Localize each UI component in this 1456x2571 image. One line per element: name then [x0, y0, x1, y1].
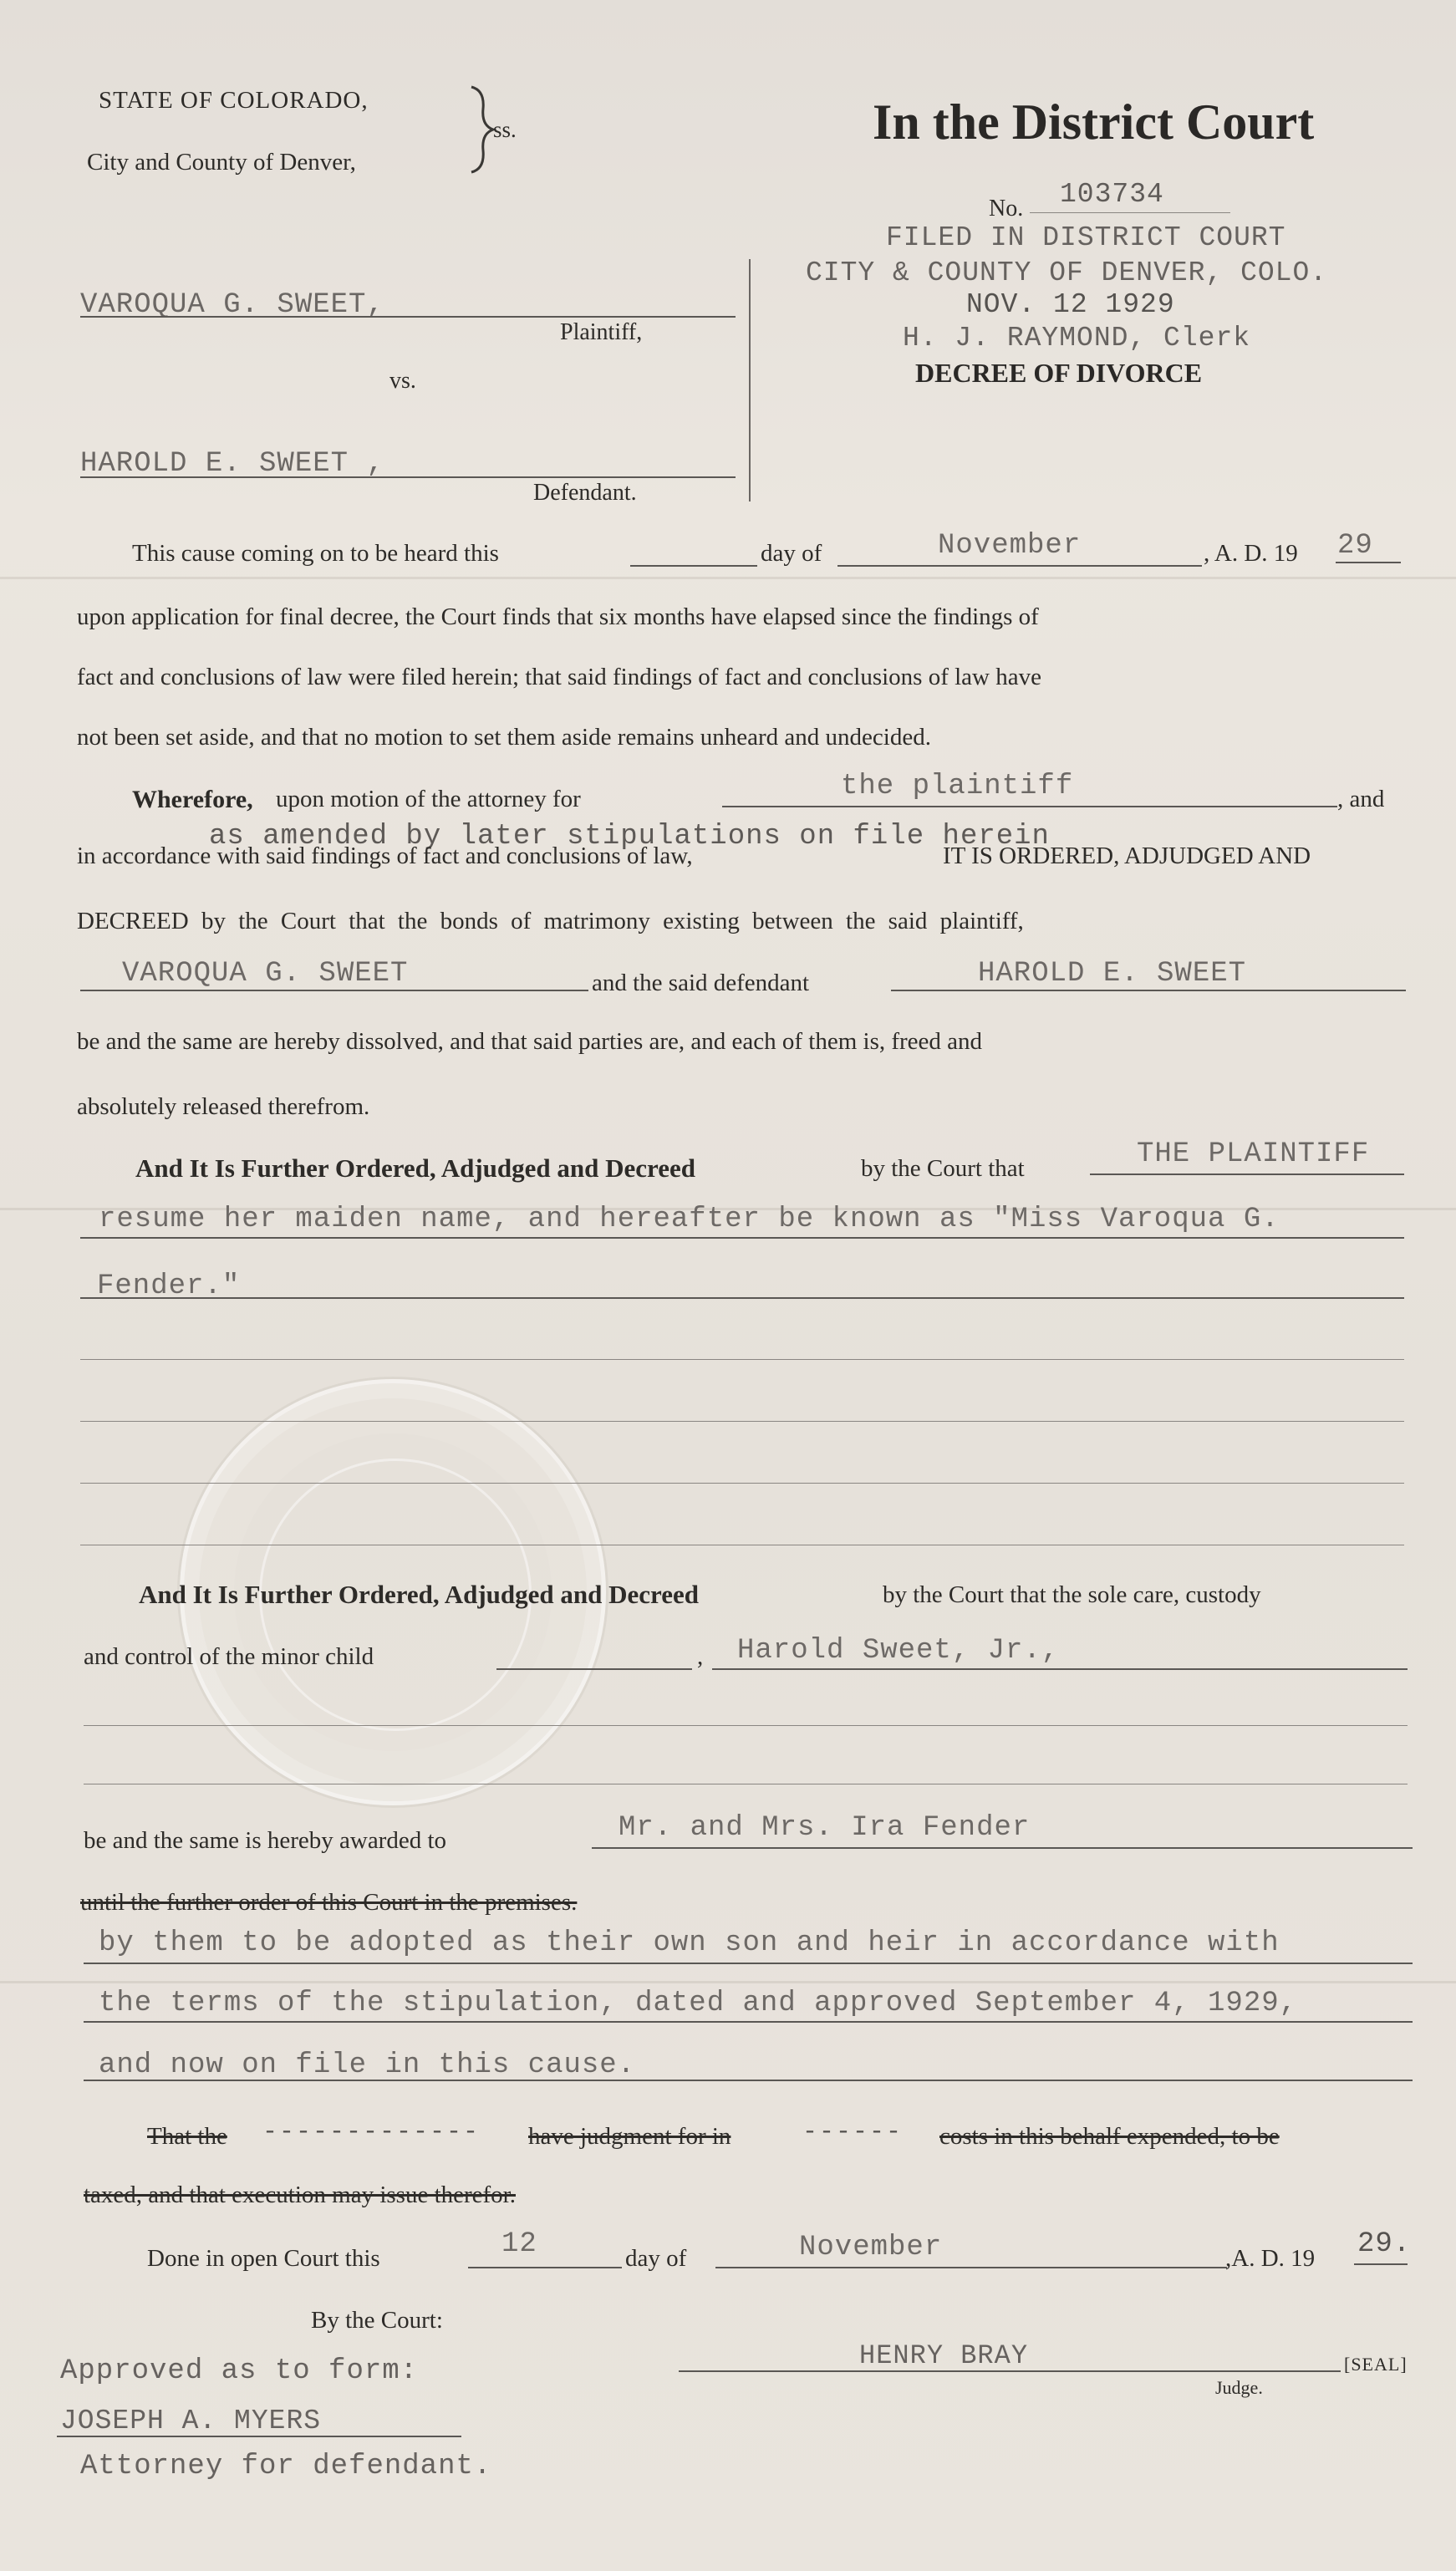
caption-divider [749, 259, 751, 501]
wherefore-heading: Wherefore, [132, 786, 253, 813]
ss-label: ss. [493, 117, 517, 142]
attorney-title: Attorney for defendant. [80, 2451, 492, 2482]
filed-stamp-line1: FILED IN DISTRICT COURT [886, 222, 1286, 253]
p5-awardee: Mr. and Mrs. Ira Fender [619, 1812, 1031, 1844]
p2-line2-b: IT IS ORDERED, ADJUDGED AND [943, 843, 1311, 869]
p1-text-c: , A. D. 19 [1204, 540, 1298, 567]
filed-stamp-clerk: H. J. RAYMOND, Clerk [903, 323, 1251, 354]
p4-child-line [712, 1668, 1408, 1670]
p3-line4 [80, 1359, 1404, 1360]
done-year-line [1354, 2263, 1408, 2265]
p5-struck-text: until the further order of this Court in the premises. [80, 1889, 578, 1916]
p4-child-blank [496, 1668, 692, 1670]
p3-line2 [80, 1237, 1404, 1239]
p3-heading: And It Is Further Ordered, Adjudged and Decreed [135, 1153, 695, 1183]
p4-child-name: Harold Sweet, Jr., [737, 1635, 1060, 1667]
p1-day-blank [630, 565, 757, 567]
p5-line3 [84, 2080, 1413, 2081]
p1-line3: fact and conclusions of law were filed herein; that said findings of fact and conclusions of law have [77, 664, 1041, 690]
approved-as-to-form: Approved as to form: [60, 2355, 419, 2387]
p2-attorney-line [722, 806, 1337, 807]
case-number: 103734 [1060, 179, 1164, 210]
p5-typed-line3: and now on file in this cause. [99, 2049, 636, 2081]
p1-text-b: day of [761, 540, 822, 567]
p4-text-a: by the Court that the sole care, custody [883, 1581, 1261, 1608]
p2-amended-insert: as amended by later stipulations on file herein [209, 821, 1050, 853]
plaintiff-name: VAROQUA G. SWEET, [80, 289, 384, 321]
p6-dashes-1: ------------- [262, 2118, 481, 2146]
p2-defendant-name: HAROLD E. SWEET [978, 958, 1247, 990]
plaintiff-line [80, 316, 736, 318]
done-month-line [715, 2267, 1227, 2268]
done-text-a: Done in open Court this [147, 2245, 380, 2272]
fold-line [0, 1981, 1456, 1983]
seal-label: [SEAL] [1344, 2354, 1408, 2375]
p6-struck-line2: taxed, and that execution may issue therefor. [84, 2182, 516, 2208]
p3-line5 [80, 1421, 1404, 1422]
done-year: 29. [1357, 2228, 1412, 2260]
p5-typed-line2: the terms of the stipulation, dated and approved September 4, 1929, [99, 1988, 1298, 2019]
p4-heading: And It Is Further Ordered, Adjudged and Decreed [139, 1580, 699, 1609]
defendant-name: HAROLD E. SWEET , [80, 448, 384, 480]
p3-line1 [1090, 1173, 1404, 1175]
judge-label: Judge. [1215, 2377, 1263, 2398]
state-label: STATE OF COLORADO, [99, 87, 369, 114]
judge-name: HENRY BRAY [859, 2340, 1029, 2371]
p3-line6 [80, 1483, 1404, 1484]
p3-typed-line1: THE PLAINTIFF [1137, 1138, 1370, 1170]
done-month: November [799, 2232, 943, 2263]
document-title: DECREE OF DIVORCE [915, 358, 1203, 388]
p5-line1 [84, 1963, 1413, 1964]
p2-plaintiff-line [80, 990, 588, 991]
p1-line2: upon application for final decree, the Court finds that six months have elapsed since the findings of [77, 603, 1039, 630]
p3-typed-line3: Fender." [97, 1270, 241, 1302]
p6-struck-b: have judgment for in [528, 2123, 731, 2150]
p2-line3: DECREED by the Court that the bonds of matrimony existing between the said plaintiff, [77, 908, 1024, 934]
p1-year: 29 [1337, 530, 1373, 562]
vs-label: vs. [389, 368, 416, 394]
p3-typed-line2: resume her maiden name, and hereafter be known as "Miss Varoqua G. [99, 1204, 1280, 1235]
p2-and-defendant: and the said defendant [592, 970, 810, 996]
p1-year-line [1336, 562, 1401, 563]
done-day: 12 [501, 2228, 537, 2260]
p6-dashes-2: ------ [802, 2118, 904, 2146]
done-text-b: day of [625, 2245, 687, 2272]
by-the-court: By the Court: [311, 2307, 443, 2334]
p1-month-line [837, 565, 1202, 567]
p2-line5: be and the same are hereby dissolved, and that said parties are, and each of them is, freed and [77, 1028, 983, 1055]
filed-stamp-date: NOV. 12 1929 [966, 289, 1175, 320]
p2-text-a: upon motion of the attorney for [276, 786, 581, 812]
p5-typed-line1: by them to be adopted as their own son and heir in accordance with [99, 1927, 1280, 1959]
attorney-name: JOSEPH A. MYERS [60, 2406, 322, 2436]
p1-month: November [938, 530, 1082, 562]
filed-stamp-line2: CITY & COUNTY OF DENVER, COLO. [806, 257, 1328, 288]
case-number-line [1030, 212, 1230, 213]
case-number-label: No. [989, 196, 1024, 221]
p2-attorney-for: the plaintiff [841, 771, 1074, 802]
judge-signature-line [679, 2370, 1341, 2372]
done-day-line [468, 2267, 622, 2268]
court-title: In the District Court [873, 94, 1315, 150]
p4-text-b: and control of the minor child [84, 1643, 374, 1670]
p4-line2 [84, 1725, 1408, 1726]
p3-text-a: by the Court that [861, 1155, 1025, 1182]
county-label: City and County of Denver, [87, 149, 356, 176]
p1-text-a: This cause coming on to be heard this [132, 540, 499, 567]
p1-line4: not been set aside, and that no motion to set them aside remains unheard and undecided. [77, 724, 931, 751]
p2-defendant-line [891, 990, 1406, 991]
p2-line6: absolutely released therefrom. [77, 1093, 370, 1120]
p5-text-a: be and the same is hereby awarded to [84, 1827, 447, 1854]
p6-struck-c: costs in this behalf expended, to be [939, 2123, 1280, 2150]
p5-line2 [84, 2021, 1413, 2023]
attorney-signature-line [57, 2436, 461, 2437]
p2-and: , and [1337, 786, 1385, 812]
p6-struck-a: That the [147, 2123, 227, 2150]
defendant-line [80, 476, 736, 478]
fold-line [0, 577, 1456, 579]
done-text-c: ,A. D. 19 [1225, 2245, 1316, 2272]
plaintiff-label: Plaintiff, [560, 319, 643, 345]
p5-awardee-line [592, 1847, 1413, 1849]
p2-plaintiff-name: VAROQUA G. SWEET [122, 958, 409, 990]
p2-line2-a: in accordance with said findings of fact and conclusions of law, [77, 843, 693, 869]
p3-line3 [80, 1297, 1404, 1299]
p4-comma: , [697, 1643, 704, 1670]
defendant-label: Defendant. [533, 480, 637, 506]
